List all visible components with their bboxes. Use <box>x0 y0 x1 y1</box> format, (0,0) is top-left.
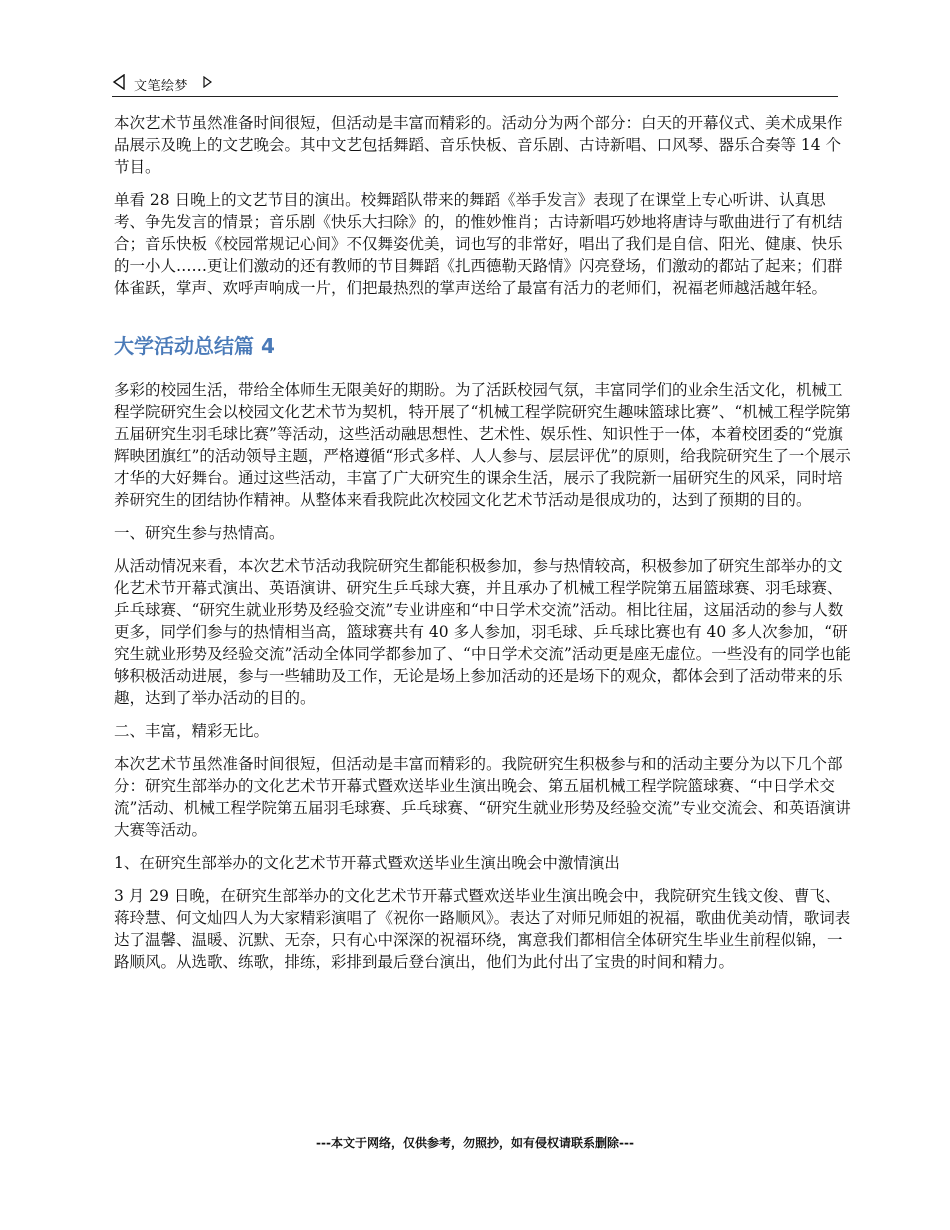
paragraph: 本次艺术节虽然准备时间很短，但活动是丰富而精彩的。活动分为两个部分：白天的开幕仪式、美术成果作品展示及晚上的文艺晚会。其中文艺包括舞蹈、音乐快板、音乐剧、古诗新唱、口风琴、器乐合奏等 14 个节目。 <box>114 114 843 176</box>
paragraph: 本次艺术节虽然准备时间很短，但活动是丰富而精彩的。我院研究生积极参与和的活动主要分为以下几个部分：研究生部举办的文化艺术节开幕式暨欢送毕业生演出晚会、第五届机械工程学院篮球赛、“中日学术交流”活动、机械工程学院第五届羽毛球赛、乒乓球赛、“研究生就业形势及经验交流”专业交流会、和英语演讲大赛等活动。 <box>114 755 851 839</box>
triangle-right-icon <box>202 76 212 88</box>
header-brand: 文笔绘梦 <box>134 79 189 94</box>
paragraph: 3 月 29 日晚，在研究生部举办的文化艺术节开幕式暨欢送毕业生演出晚会中，我院研究生钱文俊、曹飞、蒋玲慧、何文灿四人为大家精彩演唱了《祝你一路顺风》。表达了对师兄师姐的祝福，歌曲优美动情，歌词表达了温馨、温暖、沉默、无奈，只有心中深深的祝福环绕，寓意我们都相信全体研究生毕业生前程似锦，一路顺风。从选歌、练歌，排练，彩排到最后登台演出，他们为此付出了宝贵的时间和精力。 <box>114 887 851 971</box>
document-body <box>114 112 854 984</box>
triangle-left-icon <box>112 74 126 90</box>
subheading: 1、在研究生部举办的文化艺术节开幕式暨欢送毕业生演出晚会中激情演出 <box>114 854 620 872</box>
page-header <box>112 70 838 97</box>
section-title: 大学活动总结篇 4 <box>114 334 275 358</box>
paragraph: 多彩的校园生活，带给全体师生无限美好的期盼。为了活跃校园气氛，丰富同学们的业余生活文化，机械工程学院研究生会以校园文化艺术节为契机，特开展了“机械工程学院研究生趣味篮球比赛”、“机械工程学院第五届研究生羽毛球比赛”等活动，这些活动融思想性、艺术性、娱乐性、知识性于一体，本着校团委的“党旗辉映团旗红”的活动领导主题，严格遵循“形式多样、人人参与、层层评优”的原则，给我院研究生了一个展示才华的大好舞台。通过这些活动，丰富了广大研究生的课余生活，展示了我院新一届研究生的风采，同时培养研究生的团结协作精神。从整体来看我院此次校园文化艺术节活动是很成功的，达到了预期的目的。 <box>114 381 851 509</box>
subheading: 一、研究生参与热情高。 <box>114 524 285 542</box>
paragraph: 单看 28 日晚上的文艺节目的演出。校舞蹈队带来的舞蹈《举手发言》表现了在课堂上专心听讲、认真思考、争先发言的情景；音乐剧《快乐大扫除》的，的惟妙惟肖；古诗新唱巧妙地将唐诗与歌曲进行了有机结合；音乐快板《校园常规记心间》不仅舞姿优美，词也写的非常好，唱出了我们是自信、阳光、健康、快乐的一小人……更让们激动的还有教师的节目舞蹈《扎西德勒天路情》闪亮登场，们激动的都站了起来；们群体雀跃，掌声、欢呼声响成一片，们把最热烈的掌声送给了最富有活力的老师们，祝福老师越活越年轻。 <box>114 191 843 297</box>
subheading: 二、丰富，精彩无比。 <box>114 722 270 740</box>
paragraph: 从活动情况来看，本次艺术节活动我院研究生都能积极参加，参与热情较高，积极参加了研究生部举办的文化艺术节开幕式演出、英语演讲、研究生乒乓球大赛，并且承办了机械工程学院第五届篮球赛、羽毛球赛、乒乓球赛、“研究生就业形势及经验交流”专业讲座和“中日学术交流”活动。相比往届，这届活动的参与人数更多，同学们参与的热情相当高，篮球赛共有 40 多人参加，羽毛球、乒乓球比赛也有 40 多人次参加，“研究生就业形势及经验交流”活动全体同学都参加了、“中日学术交流”活动更是座无虚位。一些没有的同学也能够积极活动进展，参与一些辅助及工作，无论是场上参加活动的还是场下的观众，都体会到了活动带来的乐趣，达到了举办活动的目的。 <box>114 557 851 707</box>
page-footer: ---本文于网络，仅供参考，勿照抄，如有侵权请联系删除--- <box>316 1136 634 1150</box>
